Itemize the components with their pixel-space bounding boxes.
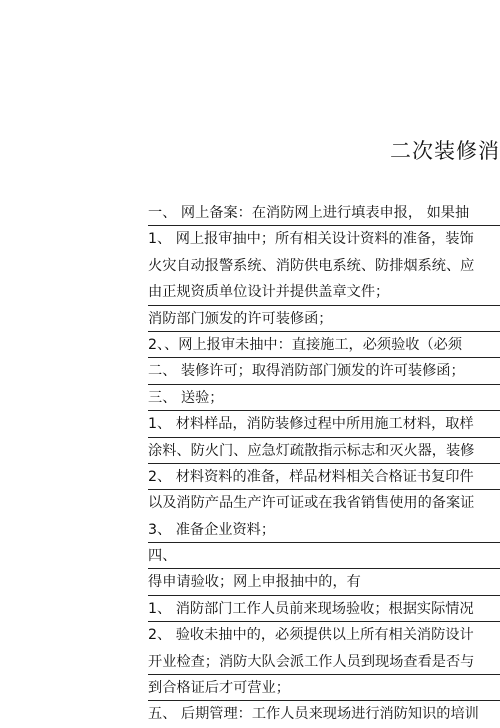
text-line: 四、	[148, 543, 500, 569]
text-line: 火灾自动报警系统、消防供电系统、防排烟系统、应	[148, 257, 475, 274]
text-line: 2、 材料资料的准备，样品材料相关合格证书复印件	[148, 464, 500, 490]
text-line: 五、 后期管理：工作人员来现场进行消防知识的培训	[148, 706, 479, 723]
text-line: 1、 材料样品，消防装修过程中所用施工材料，取样	[148, 411, 500, 437]
text-line: 以及消防产品生产许可证或在我省销售使用的备案证	[148, 495, 475, 512]
document-title: 二次装修消	[390, 139, 500, 163]
text-line: 3、 准备企业资料；	[148, 517, 500, 543]
text-line: 2、、网上报审未抽中：直接施工，必须验收（必须	[148, 332, 500, 358]
text-line: 开业检查；消防大队会派工作人员到现场查看是否与	[148, 649, 500, 675]
text-line: 三、 送验；	[148, 385, 500, 411]
text-line: 1、 网上报审抽中；所有相关设计资料的准备，装饰	[148, 231, 474, 248]
text-line: 消防部门颁发的许可装修函；	[148, 306, 500, 332]
text-line: 得申请验收；网上申报抽中的，有	[148, 569, 500, 595]
text-line: 二、 装修许可；取得消防部门颁发的许可装修函；	[148, 358, 500, 384]
text-line: 由正规资质单位设计并提供盖章文件；	[148, 279, 500, 305]
text-line: 一、 网上备案：在消防网上进行填表申报， 如果抽	[148, 200, 500, 226]
text-line: 2、 验收未抽中的，必须提供以上所有相关消防设计	[148, 627, 474, 644]
text-line: 1、 消防部门工作人员前来现场验收；根据实际情况	[148, 596, 500, 622]
text-line: 到合格证后才可营业；	[148, 675, 500, 701]
text-line: 涂料、防火门、应急灯疏散指示标志和灭火器，装修	[148, 438, 500, 464]
document-body	[148, 200, 500, 728]
